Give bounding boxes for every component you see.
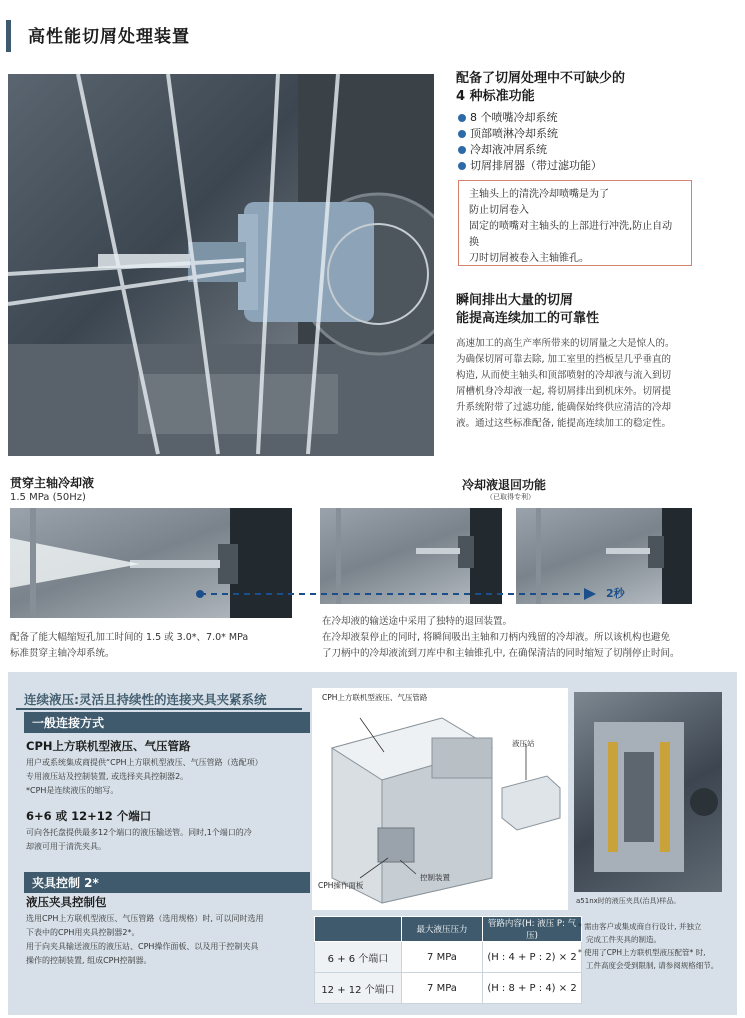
body-line: 升系统附带了过滤功能, 能确保始终供应清洁的冷却 — [456, 402, 672, 413]
table-cell-pressure: 7 MPa — [402, 973, 483, 1004]
table-notes — [578, 920, 728, 972]
caption-line: 在冷却液泵停止的同时, 将瞬间吸出主轴和刀柄内残留的冷却液。所以该机构也避免 — [322, 632, 671, 643]
panel-title: 连续液压:灵活且持续性的连接夹具夹紧系统 — [24, 692, 267, 707]
through-spindle-pressure: 1.5 MPa (50Hz) — [10, 492, 86, 503]
discharge-heading-line2: 能提高连续加工的可靠性 — [456, 311, 600, 326]
body-line: 为确保切屑可靠去除, 加工室里的挡板呈几乎垂直的 — [456, 354, 672, 365]
spec-table — [314, 916, 582, 1004]
retract-caption — [322, 614, 722, 662]
table-header-cell: 管路内容(H: 液压 P: 气压) — [483, 917, 582, 942]
body-line: 用户或系统集成商提供“CPH上方联机型液压、气压管路（选配项） — [26, 758, 263, 767]
body-line: 屑槽机身冷却液一起, 将切屑排出到机床外。切屑提 — [456, 386, 672, 397]
discharge-body — [456, 336, 706, 432]
diagram-label-control: 控制装置 — [420, 873, 450, 882]
feature-item: 8 个喷嘴冷却系统 — [458, 110, 558, 126]
diagram-label-station: 液压站 — [512, 739, 535, 748]
cph-body — [26, 756, 308, 798]
through-spindle-title: 贯穿主轴冷却液 — [10, 476, 95, 490]
note-line: * 使用了CPH上方联机型液压配管* 时, — [578, 948, 706, 957]
hydraulic-fixture-illustration — [574, 692, 722, 892]
bullet-icon — [458, 162, 466, 170]
ports-body — [26, 826, 308, 854]
spec-table-wrapper — [314, 916, 582, 1004]
body-line: 选用CPH上方联机型液压、气压管路（选用规格）时, 可以同时选用 — [26, 914, 264, 923]
caption-line: 标准贯穿主轴冷却系统。 — [10, 648, 115, 659]
features-heading-line2: 4 种标准功能 — [456, 89, 535, 104]
note-line: 完成工件夹具的制造。 — [586, 935, 661, 944]
ports-title: 6+6 或 12+12 个端口 — [26, 809, 152, 823]
table-header-row — [315, 917, 582, 942]
diagram-label-top: CPH上方联机型液压、气压管路 — [322, 693, 428, 702]
feature-item: 顶部喷淋冷却系统 — [458, 126, 558, 142]
note-line: * 需由客户或集成商自行设计, 并独立 — [578, 922, 702, 931]
table-header-cell: 最大液压压力 — [402, 917, 483, 942]
package-body — [26, 912, 308, 968]
fixture-photo-caption: a51nx时的液压夹具(治具)样品。 — [576, 897, 681, 905]
note-line: 工件高度会受到限制, 请参阅规格细节。 — [586, 961, 719, 970]
retract-time-label: 2秒 — [606, 587, 625, 600]
feature-item: 冷却液冲屑系统 — [458, 142, 547, 158]
callout-line: 固定的喷嘴对主轴头的上部进行冲洗,防止自动换 — [469, 221, 673, 248]
body-line: 可向各托盘提供最多12个端口的液压输送管。同时,1个端口的冷 — [26, 828, 252, 837]
body-line: 下表中的CPH用夹具控制器2*。 — [26, 928, 140, 937]
callout-line: 防止切屑卷入 — [469, 205, 529, 216]
table-cell-label: 6 + 6 个端口 — [315, 942, 402, 973]
table-cell-content: (H : 8 + P : 4) × 2 — [483, 973, 582, 1004]
body-line: 操作的控制装置, 组成CPH控制器。 — [26, 956, 152, 965]
spindle-nozzle-callout — [458, 180, 692, 266]
diagram-label-panel: CPH操作面板 — [318, 881, 364, 890]
table-row — [315, 942, 582, 973]
caption-line: 了刀柄中的冷却液流到刀库中和主轴锥孔中, 在确保清洁的同时缩短了切削停止时间。 — [322, 648, 680, 659]
retract-time-arrow — [190, 584, 610, 604]
body-line: 却液可用于清洗夹具。 — [26, 842, 106, 851]
spindle-coolant-photo — [8, 74, 434, 456]
feature-item: 切屑排屑器（带过滤功能） — [458, 158, 602, 174]
package-title: 液压夹具控制包 — [26, 895, 107, 909]
callout-line: 刀时切屑被卷入主轴锥孔。 — [469, 253, 589, 264]
body-line: 构造, 从而使主轴头和顶部喷射的冷却液与流入到切 — [456, 370, 672, 381]
table-cell-label: 12 + 12 个端口 — [315, 973, 402, 1004]
features-heading-line1: 配备了切屑处理中不可缺少的 — [456, 71, 626, 86]
spindle-coolant-illustration — [8, 74, 434, 456]
caption-line: 在冷却液的输送途中采用了独特的退回装置。 — [322, 616, 513, 627]
hydraulic-fixture-photo — [574, 692, 722, 892]
bullet-icon — [458, 146, 466, 154]
header-accent-bar — [6, 20, 11, 52]
retract-subtitle: （已取得专利） — [486, 493, 535, 501]
general-connection-head: 一般连接方式 — [24, 712, 310, 733]
body-line: 高速加工的高生产率所带来的切屑量之大是惊人的。 — [456, 338, 675, 349]
table-cell-content: (H : 4 + P : 2) × 2 — [483, 942, 582, 973]
fixture-control-head: 夹具控制 2* — [24, 872, 310, 893]
panel-title-underline — [16, 708, 302, 710]
cph-title: CPH上方联机型液压、气压管路 — [26, 739, 191, 753]
discharge-heading-line1: 瞬间排出大量的切屑 — [456, 293, 574, 308]
body-line: 用于向夹具输送液压的液压站、CPH操作面板、以及用于控制夹具 — [26, 942, 259, 951]
table-row — [315, 973, 582, 1004]
body-line: *CPH是连续液压的缩写。 — [26, 786, 119, 795]
body-line: 专用液压站及控制装置, 或选择夹具控制器2。 — [26, 772, 189, 781]
body-line: 液。通过这些标准配备, 能提高连续加工的稳定性。 — [456, 418, 672, 429]
retract-title: 冷却液退回功能 — [462, 478, 547, 492]
table-cell-pressure: 7 MPa — [402, 942, 483, 973]
table-header-cell — [315, 917, 402, 942]
bullet-icon — [458, 114, 466, 122]
bullet-icon — [458, 130, 466, 138]
caption-line: 配备了能大幅缩短孔加工时间的 1.5 或 3.0*、7.0* MPa — [10, 632, 249, 643]
through-spindle-caption — [10, 630, 310, 662]
callout-line: 主轴头上的清洗冷却喷嘴是为了 — [469, 189, 609, 200]
page-title: 高性能切屑处理装置 — [28, 27, 190, 47]
